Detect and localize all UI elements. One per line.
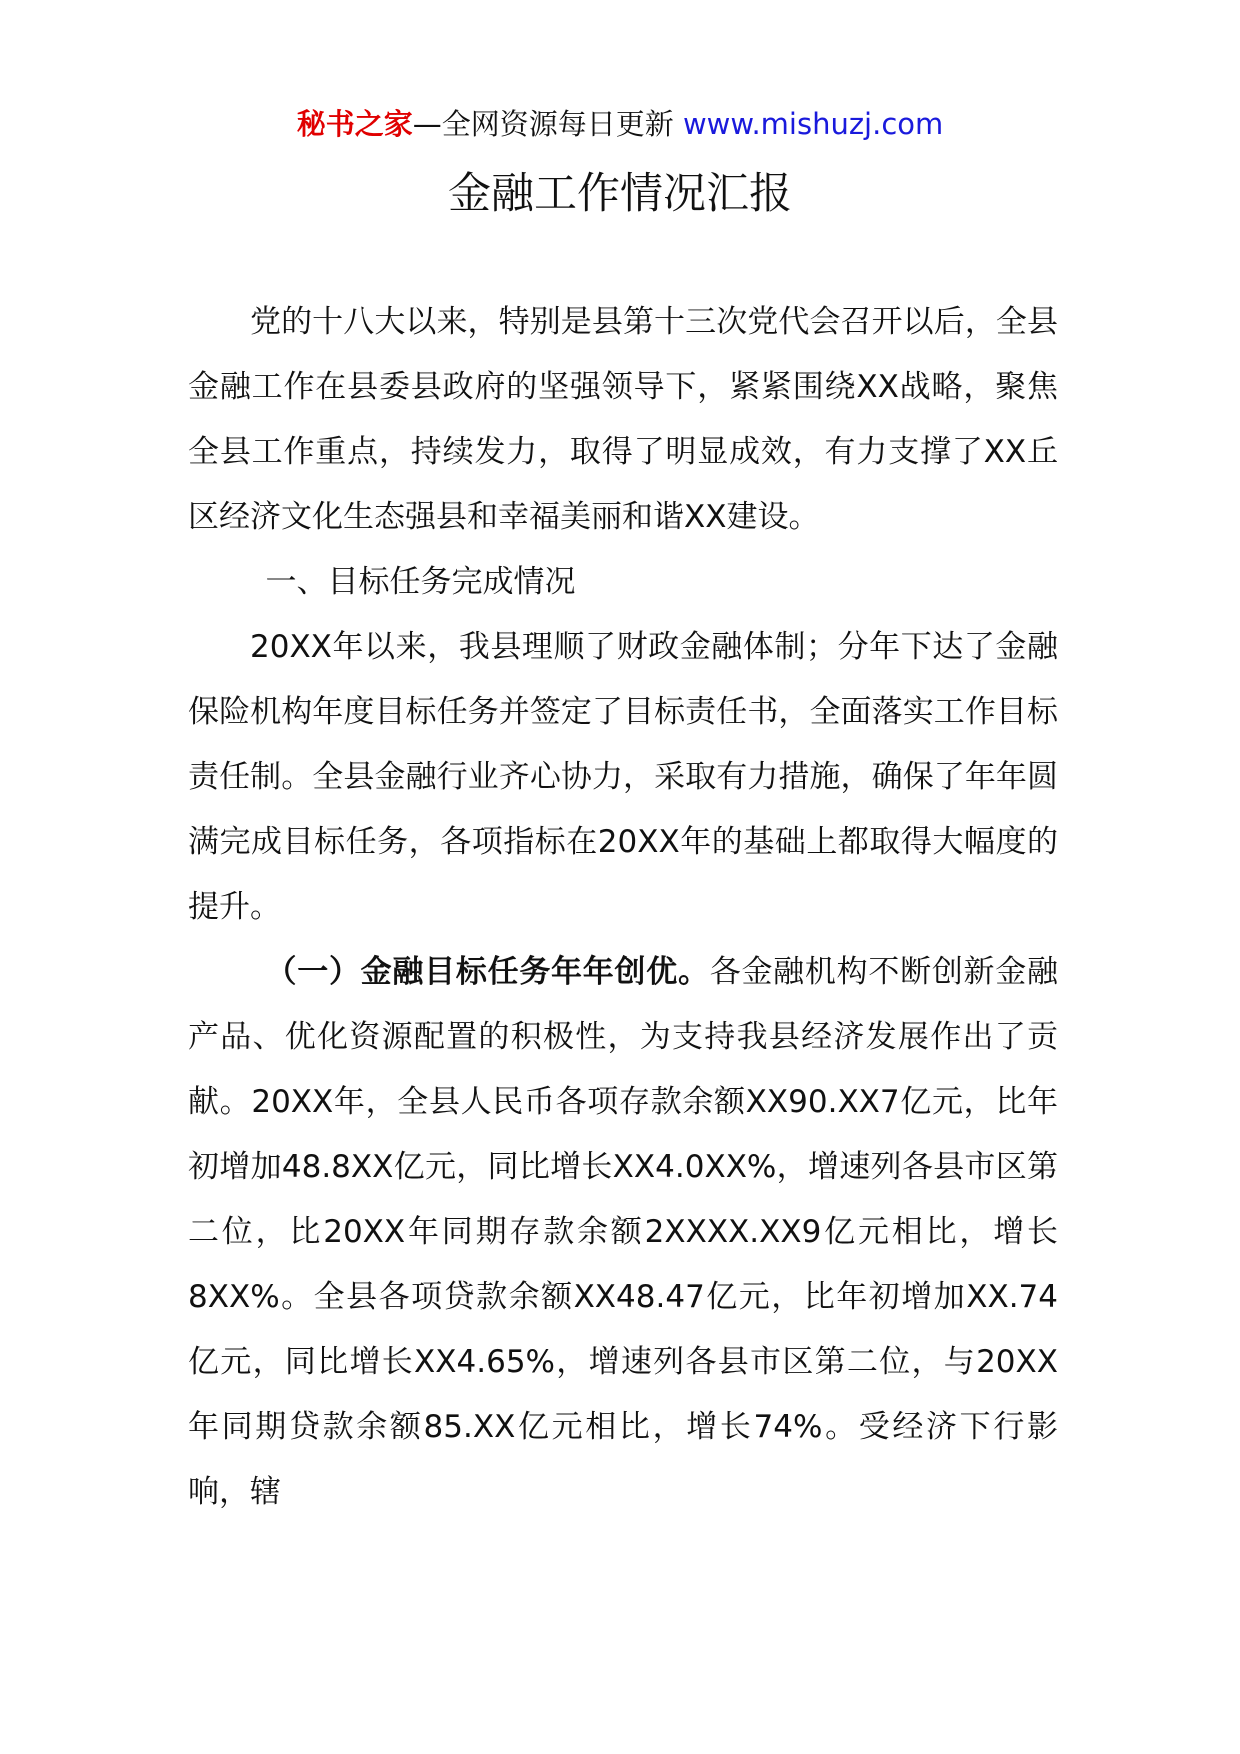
paragraph-intro: 党的十八大以来，特别是县第十三次党代会召开以后，全县金融工作在县委县政府的坚强领导下，紧紧围绕XX战略，聚焦全县工作重点，持续发力，取得了明显成效，有力支撑了XX丘区经济文化生态强县和幸福美丽和谐XX建设。 [188, 304, 1058, 535]
banner-url-link[interactable]: www.mishuzj.com [682, 107, 944, 141]
banner-slogan: —全网资源每日更新 [412, 107, 674, 141]
site-banner [0, 104, 1240, 144]
banner-brand: 秘书之家 [296, 107, 413, 141]
paragraph-subsection-1 [188, 940, 1058, 1525]
paragraph-targets: 20XX年以来，我县理顺了财政金融体制；分年下达了金融保险机构年度目标任务并签定了目标责任书，全面落实工作目标责任制。全县金融行业齐心协力，采取有力措施，确保了年年圆满完成目标任务，各项指标在20XX年的基础上都取得大幅度的提升。 [188, 629, 1058, 925]
subsection-title: （一）金融目标任务年年创优。 [265, 954, 710, 990]
subsection-text: 各金融机构不断创新金融产品、优化资源配置的积极性，为支持我县经济发展作出了贡献。20XX年，全县人民币各项存款余额XX90.XX7亿元，比年初增加48.8XX亿元，同比增长XX4.0XX%，增速列各县市区第二位，比20XX年同期存款余额2XXXX.XX9亿元相比，增长8XX%。全县各项贷款余额XX48.47亿元，比年初增加XX.74亿元，同比增长XX4.65%，增速列各县市区第二位，与20XX年同期贷款余额85.XX亿元相比，增长74%。受经济下行影响，辖 [188, 954, 1059, 1510]
document-body [188, 290, 1058, 1525]
document-title: 金融工作情况汇报 [448, 169, 792, 219]
section-heading: 一、目标任务完成情况 [265, 564, 576, 600]
